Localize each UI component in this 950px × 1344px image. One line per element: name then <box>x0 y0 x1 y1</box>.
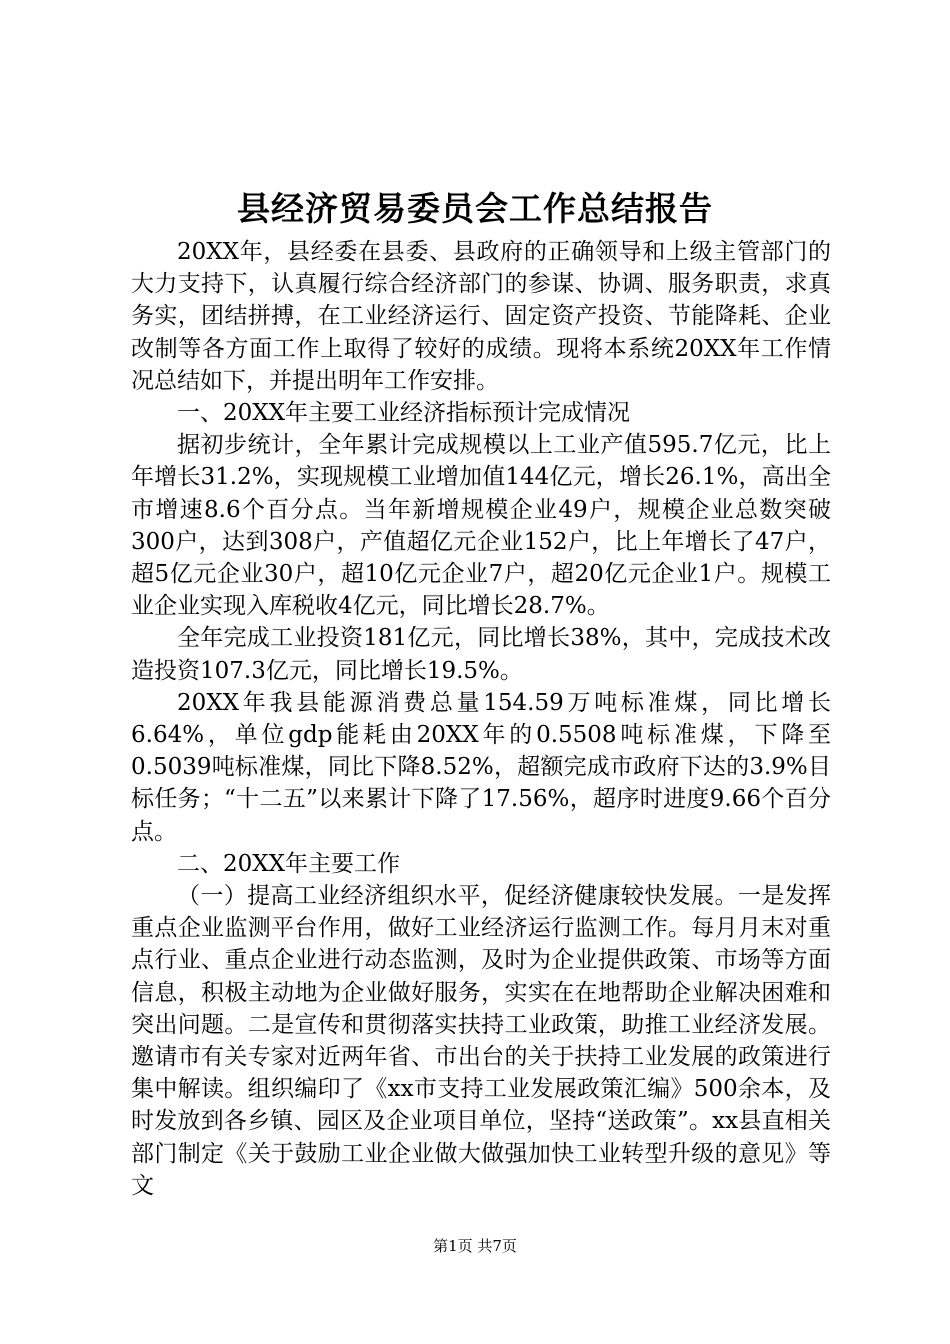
page-number: 第1页 共7页 <box>433 1237 517 1255</box>
document-body <box>131 236 831 1202</box>
intro-paragraph: 20XX年，县经委在县委、县政府的正确领导和上级主管部门的大力支持下，认真履行综合经济部门的参谋、协调、服务职责，求真务实，团结拼搏，在工业经济运行、固定资产投资、节能降耗、企业改制等各方面工作上取得了较好的成绩。现将本系统20XX年工作情况总结如下，并提出明年工作安排。 <box>131 239 831 394</box>
section-heading-1: 一、20XX年主要工业经济指标预计完成情况 <box>177 400 631 427</box>
document-title: 县经济贸易委员会工作总结报告 <box>237 189 713 228</box>
statistics-paragraph: 据初步统计，全年累计完成规模以上工业产值595.7亿元，比上年增长31.2%，实现规模工业增加值144亿元，增长26.1%，高出全市增速8.6个百分点。当年新增规模企业49户，规模企业总数突破300户，达到308户，产值超亿元企业152户，比上年增长了47户，超5亿元企业30户，超10亿元企业7户，超20亿元企业1户。规模工业企业实现入库税收4亿元，同比增长28.7%。 <box>131 432 831 620</box>
energy-paragraph: 20XX年我县能源消费总量154.59万吨标准煤，同比增长6.64%，单位gdp能耗由20XX年的0.5508吨标准煤，下降至0.5039吨标准煤，同比下降8.52%，超额完成市政府下达的3.9%目标任务；“十二五”以来累计下降了17.56%，超序时进度9.66个百分点。 <box>131 689 831 845</box>
investment-paragraph: 全年完成工业投资181亿元，同比增长38%，其中，完成技术改造投资107.3亿元，同比增长19.5%。 <box>131 625 831 684</box>
work-paragraph: （一）提高工业经济组织水平，促经济健康较快发展。一是发挥重点企业监测平台作用，做好工业经济运行监测工作。每月月末对重点行业、重点企业进行动态监测，及时为企业提供政策、市场等方面信息，积极主动地为企业做好服务，实实在在地帮助企业解决困难和突出问题。二是宣传和贯彻落实扶持工业政策，助推工业经济发展。邀请市有关专家对近两年省、市出台的关于扶持工业发展的政策进行集中解读。组织编印了《xx市支持工业发展政策汇编》500余本，及时发放到各乡镇、园区及企业项目单位，坚持“送政策”。xx县直相关部门制定《关于鼓励工业企业做大做强加快工业转型升级的意见》等文 <box>131 883 831 1199</box>
section-heading-2: 二、20XX年主要工作 <box>177 850 401 877</box>
